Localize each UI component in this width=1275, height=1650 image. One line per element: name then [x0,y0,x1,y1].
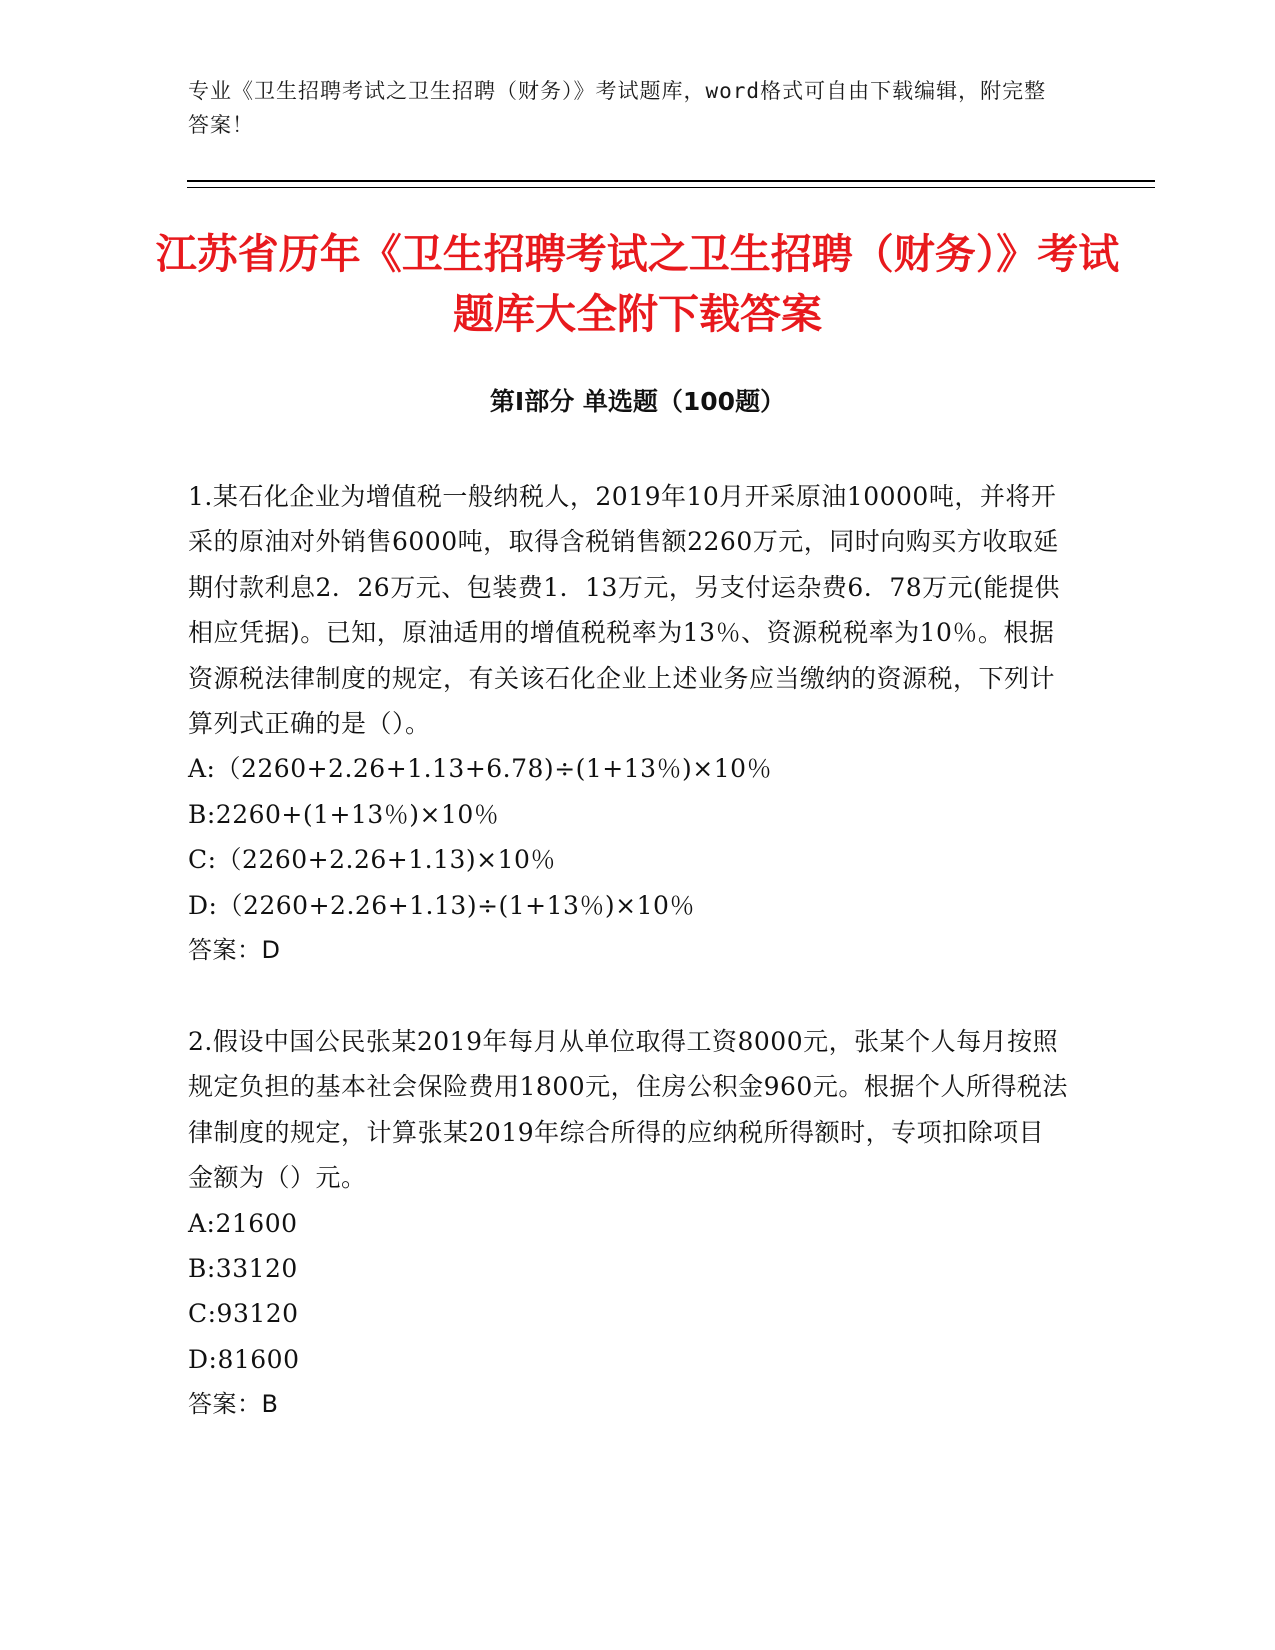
document-title: 江苏省历年《卫生招聘考试之卫生招聘（财务）》考试题库大全附下载答案 [155,230,1120,338]
option-c: C:93120 [188,1299,299,1329]
header-divider-thick [187,180,1155,182]
option-a: A:21600 [188,1208,298,1238]
section-heading: 第Ⅰ部分 单选题（100题） [489,387,786,416]
option-b: B:2260+(1+13％)×10％ [188,799,500,829]
question-text: 1.某石化企业为增值税一般纳税人，2019年10月开采原油10000吨，并将开采的原油对外销售6000吨，取得含税销售额2260万元，同时向购买方收取延期付款利息2．26万元、包装费1．13万元，另支付运杂费6．78万元(能提供相应凭据)。已知，原油适用的增值税税率为13％、资源税税率为10％。根据资源税法律制度的规定，有关该石化企业上述业务应当缴纳的资源税，下列计算列式正确的是（）。 [188,482,1060,739]
option-a: A:（2260+2.26+1.13+6.78)÷(1+13％)×10％ [188,754,773,784]
option-b: B:33120 [188,1254,298,1284]
option-d: D:81600 [188,1344,300,1374]
option-list [188,1201,1068,1383]
answer-line: 答案：B [188,1390,279,1419]
question-2 [188,1019,1068,1428]
option-c: C:（2260+2.26+1.13)×10％ [188,845,556,875]
question-1 [188,474,1068,973]
header-divider-thin [187,187,1155,188]
option-d: D:（2260+2.26+1.13)÷(1+13％)×10％ [188,890,695,920]
option-list [188,746,1068,928]
header-note: 专业《卫生招聘考试之卫生招聘（财务）》考试题库，word格式可自由下载编辑，附完整答案！ [188,79,1047,137]
question-text: 2.假设中国公民张某2019年每月从单位取得工资8000元，张某个人每月按照规定负担的基本社会保险费用1800元，住房公积金960元。根据个人所得税法律制度的规定，计算张某2019年综合所得的应纳税所得额时，专项扣除项目金额为（）元。 [188,1027,1068,1193]
answer-line: 答案：D [188,936,281,965]
